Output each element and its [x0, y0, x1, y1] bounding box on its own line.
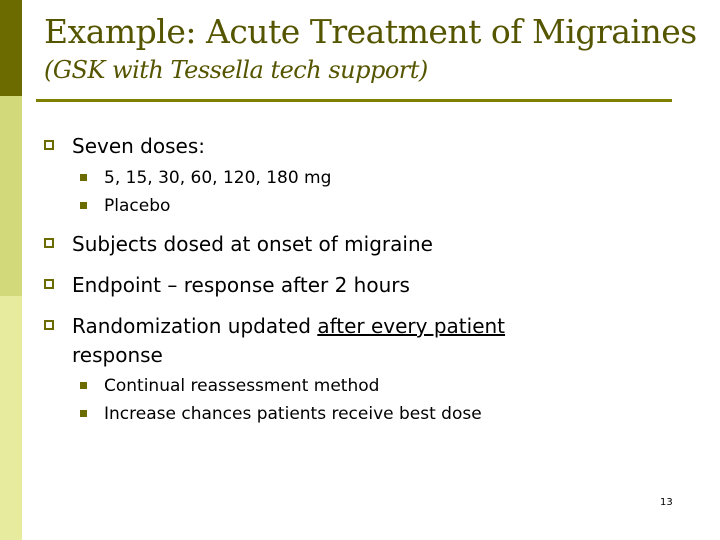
- slide-subtitle: (GSK with Tessella tech support): [44, 56, 428, 84]
- bullet-text: Seven doses:: [72, 134, 205, 158]
- filled-square-icon: [80, 202, 87, 209]
- bullet-text-continued: response: [72, 343, 163, 367]
- hollow-square-icon: [44, 238, 54, 248]
- filled-square-icon: [80, 174, 87, 181]
- hollow-square-icon: [44, 140, 54, 150]
- hollow-square-icon: [44, 320, 54, 330]
- bullet-text: Endpoint – response after 2 hours: [72, 273, 410, 297]
- underlined-emphasis: after every patient: [317, 314, 506, 338]
- sub-bullet-text: 5, 15, 30, 60, 120, 180 mg: [104, 168, 332, 188]
- filled-square-icon: [80, 382, 87, 389]
- slide-title: Example: Acute Treatment of Migraines: [44, 12, 697, 51]
- sidebar-accent-dark: [0, 0, 22, 96]
- title-divider: [36, 99, 672, 102]
- page-number: 13: [660, 497, 673, 508]
- sub-bullet-text: Increase chances patients receive best dose: [104, 404, 482, 424]
- filled-square-icon: [80, 410, 87, 417]
- bullet-text-lead: Randomization updated: [72, 314, 318, 338]
- sub-bullet-text: Placebo: [104, 196, 171, 216]
- sub-bullet-text: Continual reassessment method: [104, 376, 380, 396]
- sidebar-accent-mid: [0, 96, 22, 296]
- bullet-text: Subjects dosed at onset of migraine: [72, 232, 433, 256]
- hollow-square-icon: [44, 279, 54, 289]
- bullet-text: [72, 312, 505, 340]
